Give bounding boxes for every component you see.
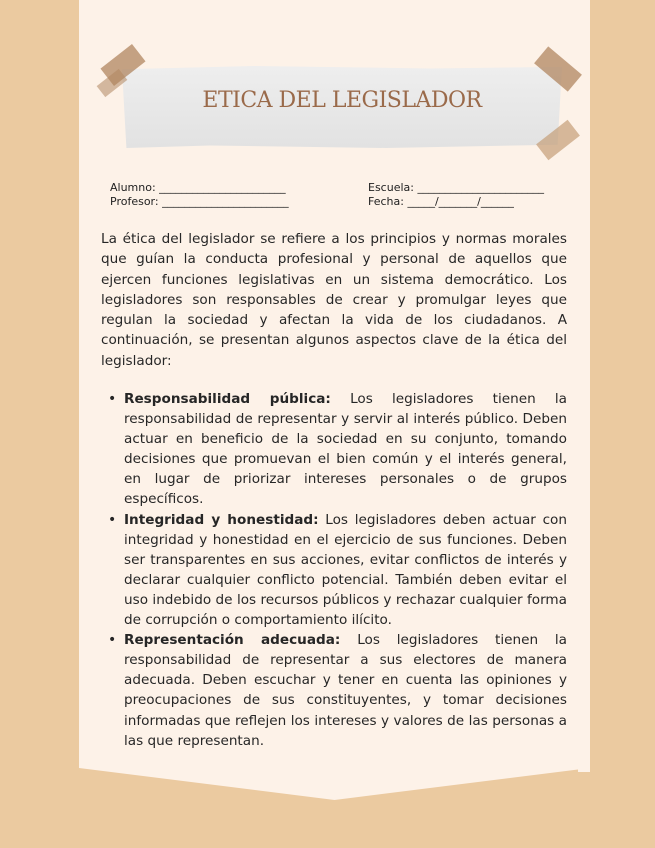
point-heading: Integridad y honestidad:	[124, 511, 319, 528]
point-text: Los legisladores tienen la responsabilidad de representar y servir al interés público. Deben actuar en beneficio de la sociedad en su conjunto, tomando decisiones que promuevan el bien común y el interés general, en lugar de priorizar intereses personales o de grupos específicos.	[124, 391, 567, 508]
key-points-list	[101, 389, 567, 751]
point-heading: Responsabilidad pública:	[124, 391, 331, 407]
escuela-field: Escuela: _______________________	[368, 181, 544, 194]
list-item	[124, 630, 567, 751]
fecha-field: Fecha: _____/_______/______	[368, 195, 514, 208]
intro-paragraph: La ética del legislador se refiere a los principios y normas morales que guían la conducta profesional y personal de aquellos que ejercen funciones legislativas en un sistema democrático. Los legisladores son responsables de crear y promulgar leyes que regulan la sociedad y afectan la vida de los ciudadanos. A continuación, se presentan algunos aspectos clave de la ética del legislador:	[101, 231, 567, 369]
point-heading: Representación adecuada:	[124, 632, 341, 649]
list-item	[124, 510, 567, 631]
point-text: Los legisladores tienen la responsabilidad de representar a sus electores de manera adecuada. Deben escuchar y tener en cuenta las opiniones y preocupaciones de sus constituyentes, y tomar decisiones informadas que reflejen los intereses y valores de las personas a las que representan.	[124, 632, 568, 749]
alumno-field: Alumno: _______________________	[110, 181, 286, 194]
point-text: Los legisladores deben actuar con integridad y honestidad en el ejercicio de sus funciones. Deben ser transparentes en sus acciones, evitar conflictos de interés y declarar cualquier conflicto potencial. También deben evitar el uso indebido de los recursos públicos y rechazar cualquier forma de corrupción o comportamiento ilícito.	[124, 511, 567, 629]
paper-edge	[578, 12, 590, 772]
list-item	[124, 389, 567, 510]
profesor-field: Profesor: _______________________	[110, 195, 289, 208]
page-title: ETICA DEL LEGISLADOR	[202, 88, 482, 113]
